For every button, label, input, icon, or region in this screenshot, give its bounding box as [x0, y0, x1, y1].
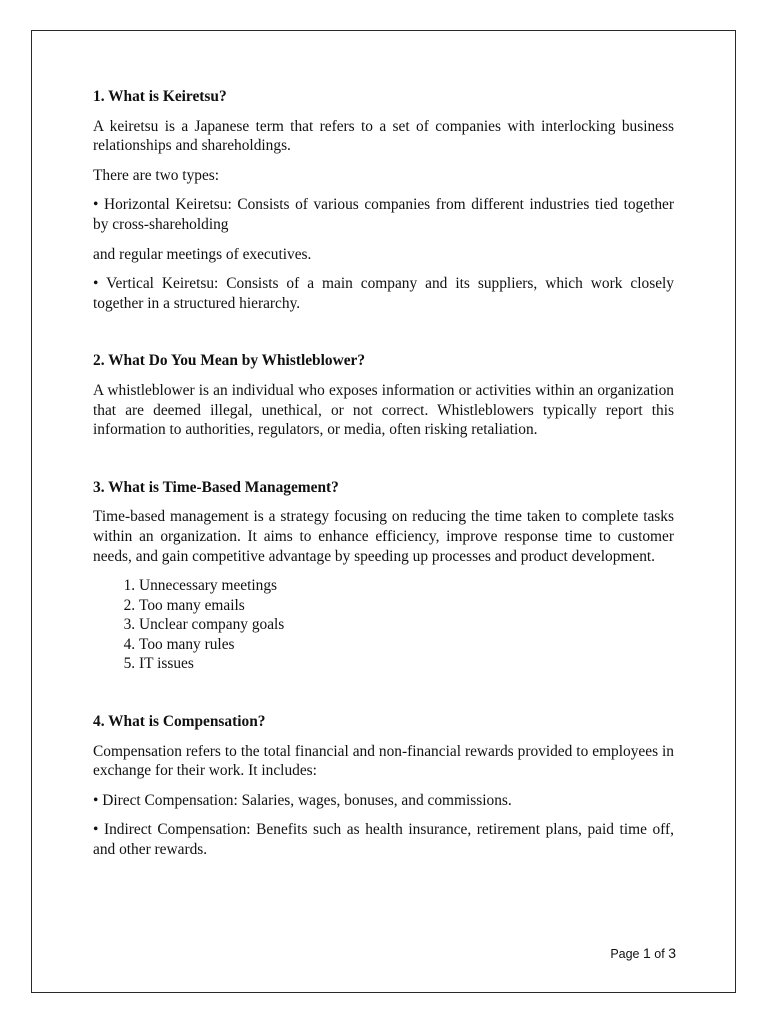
section-compensation	[93, 712, 674, 860]
paragraph: A keiretsu is a Japanese term that refers to a set of companies with interlocking business relationships and shareholdings.	[93, 117, 674, 155]
paragraph: Time-based management is a strategy focusing on reducing the time taken to complete tasks within an organization. It aims to enhance efficiency, improve response time to customer needs, and gain competitive advantage by speeding up processes and product development.	[93, 508, 674, 565]
paragraph: and regular meetings of executives.	[93, 245, 312, 263]
list-item: 5. IT issues	[139, 654, 674, 674]
list-item: 4. Too many rules	[139, 635, 674, 655]
page-label: Page	[610, 947, 640, 961]
paragraph: Compensation refers to the total financial and non-financial rewards provided to employees in exchange for their work. It includes:	[93, 742, 674, 780]
bullet-paragraph: • Vertical Keiretsu: Consists of a main company and its suppliers, which work closely together in a structured hierarchy.	[93, 275, 674, 312]
paragraph: There are two types:	[93, 166, 220, 184]
bullet-paragraph: • Direct Compensation: Salaries, wages, bonuses, and commissions.	[93, 791, 512, 809]
total-pages-number: 3	[668, 945, 676, 961]
section-heading: 4. What is Compensation?	[93, 713, 266, 731]
bullet-paragraph: • Indirect Compensation: Benefits such as health insurance, retirement plans, paid time off, and other rewards.	[93, 821, 674, 859]
section-keiretsu	[93, 87, 674, 313]
paragraph: A whistleblower is an individual who exposes information or activities within an organization that are deemed illegal, unethical, or not correct. Whistleblowers typically report this information to authorities, regulators, or media, often risking retaliation.	[93, 381, 674, 439]
document-body	[93, 87, 674, 860]
section-heading: 2. What Do You Mean by Whistleblower?	[93, 352, 366, 370]
list-item: 3. Unclear company goals	[139, 615, 674, 635]
bullet-paragraph: • Horizontal Keiretsu: Consists of various companies from different industries tied together by cross-shareholding	[93, 196, 674, 233]
numbered-list	[93, 576, 674, 674]
page-number-footer	[610, 945, 676, 961]
of-label: of	[654, 947, 665, 961]
list-item: 1. Unnecessary meetings	[139, 576, 674, 596]
section-heading: 3. What is Time-Based Management?	[93, 478, 339, 496]
section-time-based-management	[93, 478, 674, 674]
section-whistleblower	[93, 351, 674, 439]
current-page-number: 1	[643, 945, 651, 961]
list-item: 2. Too many emails	[139, 596, 674, 616]
section-heading: 1. What is Keiretsu?	[93, 88, 227, 105]
